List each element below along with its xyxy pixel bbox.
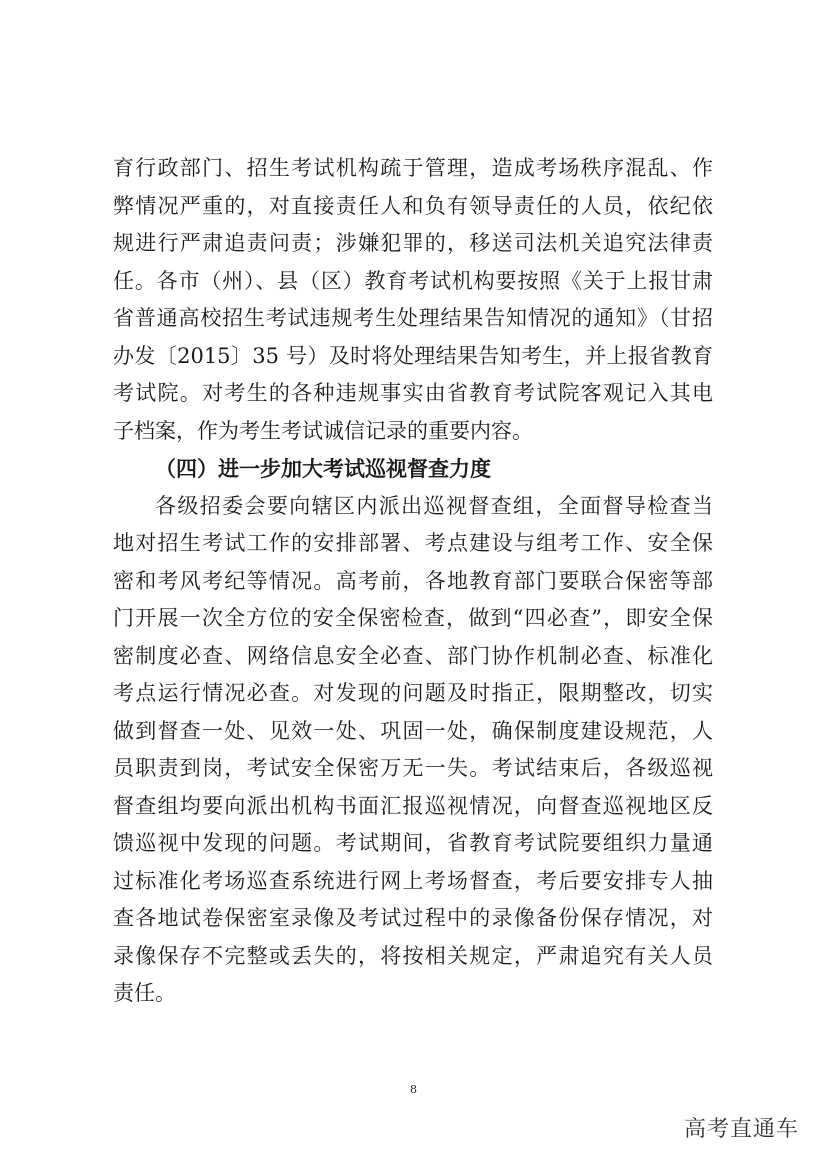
text-line: 各级招委会要向辖区内派出巡视督查组，全面督导检查当 (155, 493, 713, 518)
text-line: 育行政部门、招生考试机构疏于管理，造成考场秩序混乱、作 (113, 156, 713, 180)
text-line: 馈巡视中发现的问题。考试期间，省教育考试院要组织力量通 (113, 831, 713, 855)
text-line: 办发〔2015〕35 号）及时将处理结果告知考生，并上报省教育 (113, 343, 713, 368)
document-body (113, 150, 713, 1013)
text-line: 任。各市（州）、县（区）教育考试机构要按照《关于上报甘肃 (113, 268, 713, 293)
text-line: 督查组均要向派出机构书面汇报巡视情况，向督查巡视地区反 (113, 793, 713, 818)
text-line: 弊情况严重的，对直接责任人和负有领导责任的人员，依纪依 (113, 193, 713, 218)
text-line: 门开展一次全方位的安全保密检查，做到“四必查”，即安全保 (113, 606, 713, 630)
section-heading: （四）进一步加大考试巡视督查力度 (155, 456, 491, 481)
text-line: 密制度必查、网络信息安全必查、部门协作机制必查、标准化 (113, 643, 713, 668)
text-line: 查各地试卷保密室录像及考试过程中的录像备份保存情况，对 (113, 906, 713, 930)
text-line: 考试院。对考生的各种违规事实由省教育考试院客观记入其电 (113, 381, 713, 405)
text-line: 考点运行情况必查。对发现的问题及时指正，限期整改，切实 (113, 681, 713, 705)
text-line: 子档案，作为考生考试诚信记录的重要内容。 (113, 418, 533, 443)
text-line: 责任。 (113, 981, 176, 1005)
text-line: 过标准化考场巡查系统进行网上考场督查，考后要安排专人抽 (113, 868, 713, 893)
text-line: 员职责到岗，考试安全保密万无一失。考试结束后，各级巡视 (113, 756, 713, 780)
page-number: 8 (410, 1083, 417, 1096)
text-line: 规进行严肃追责问责；涉嫌犯罪的，移送司法机关追究法律责 (113, 231, 713, 255)
watermark-text: 高考直通车 (683, 1117, 799, 1142)
text-line: 录像保存不完整或丢失的，将按相关规定，严肃追究有关人员 (113, 943, 713, 968)
text-line: 做到督查一处、见效一处、巩固一处，确保制度建设规范，人 (113, 718, 713, 743)
text-line: 密和考风考纪等情况。高考前，各地教育部门要联合保密等部 (113, 568, 713, 593)
text-line: 省普通高校招生考试违规考生处理结果告知情况的通知》（甘招 (113, 306, 713, 330)
text-line: 地对招生考试工作的安排部署、考点建设与组考工作、安全保 (113, 531, 713, 555)
